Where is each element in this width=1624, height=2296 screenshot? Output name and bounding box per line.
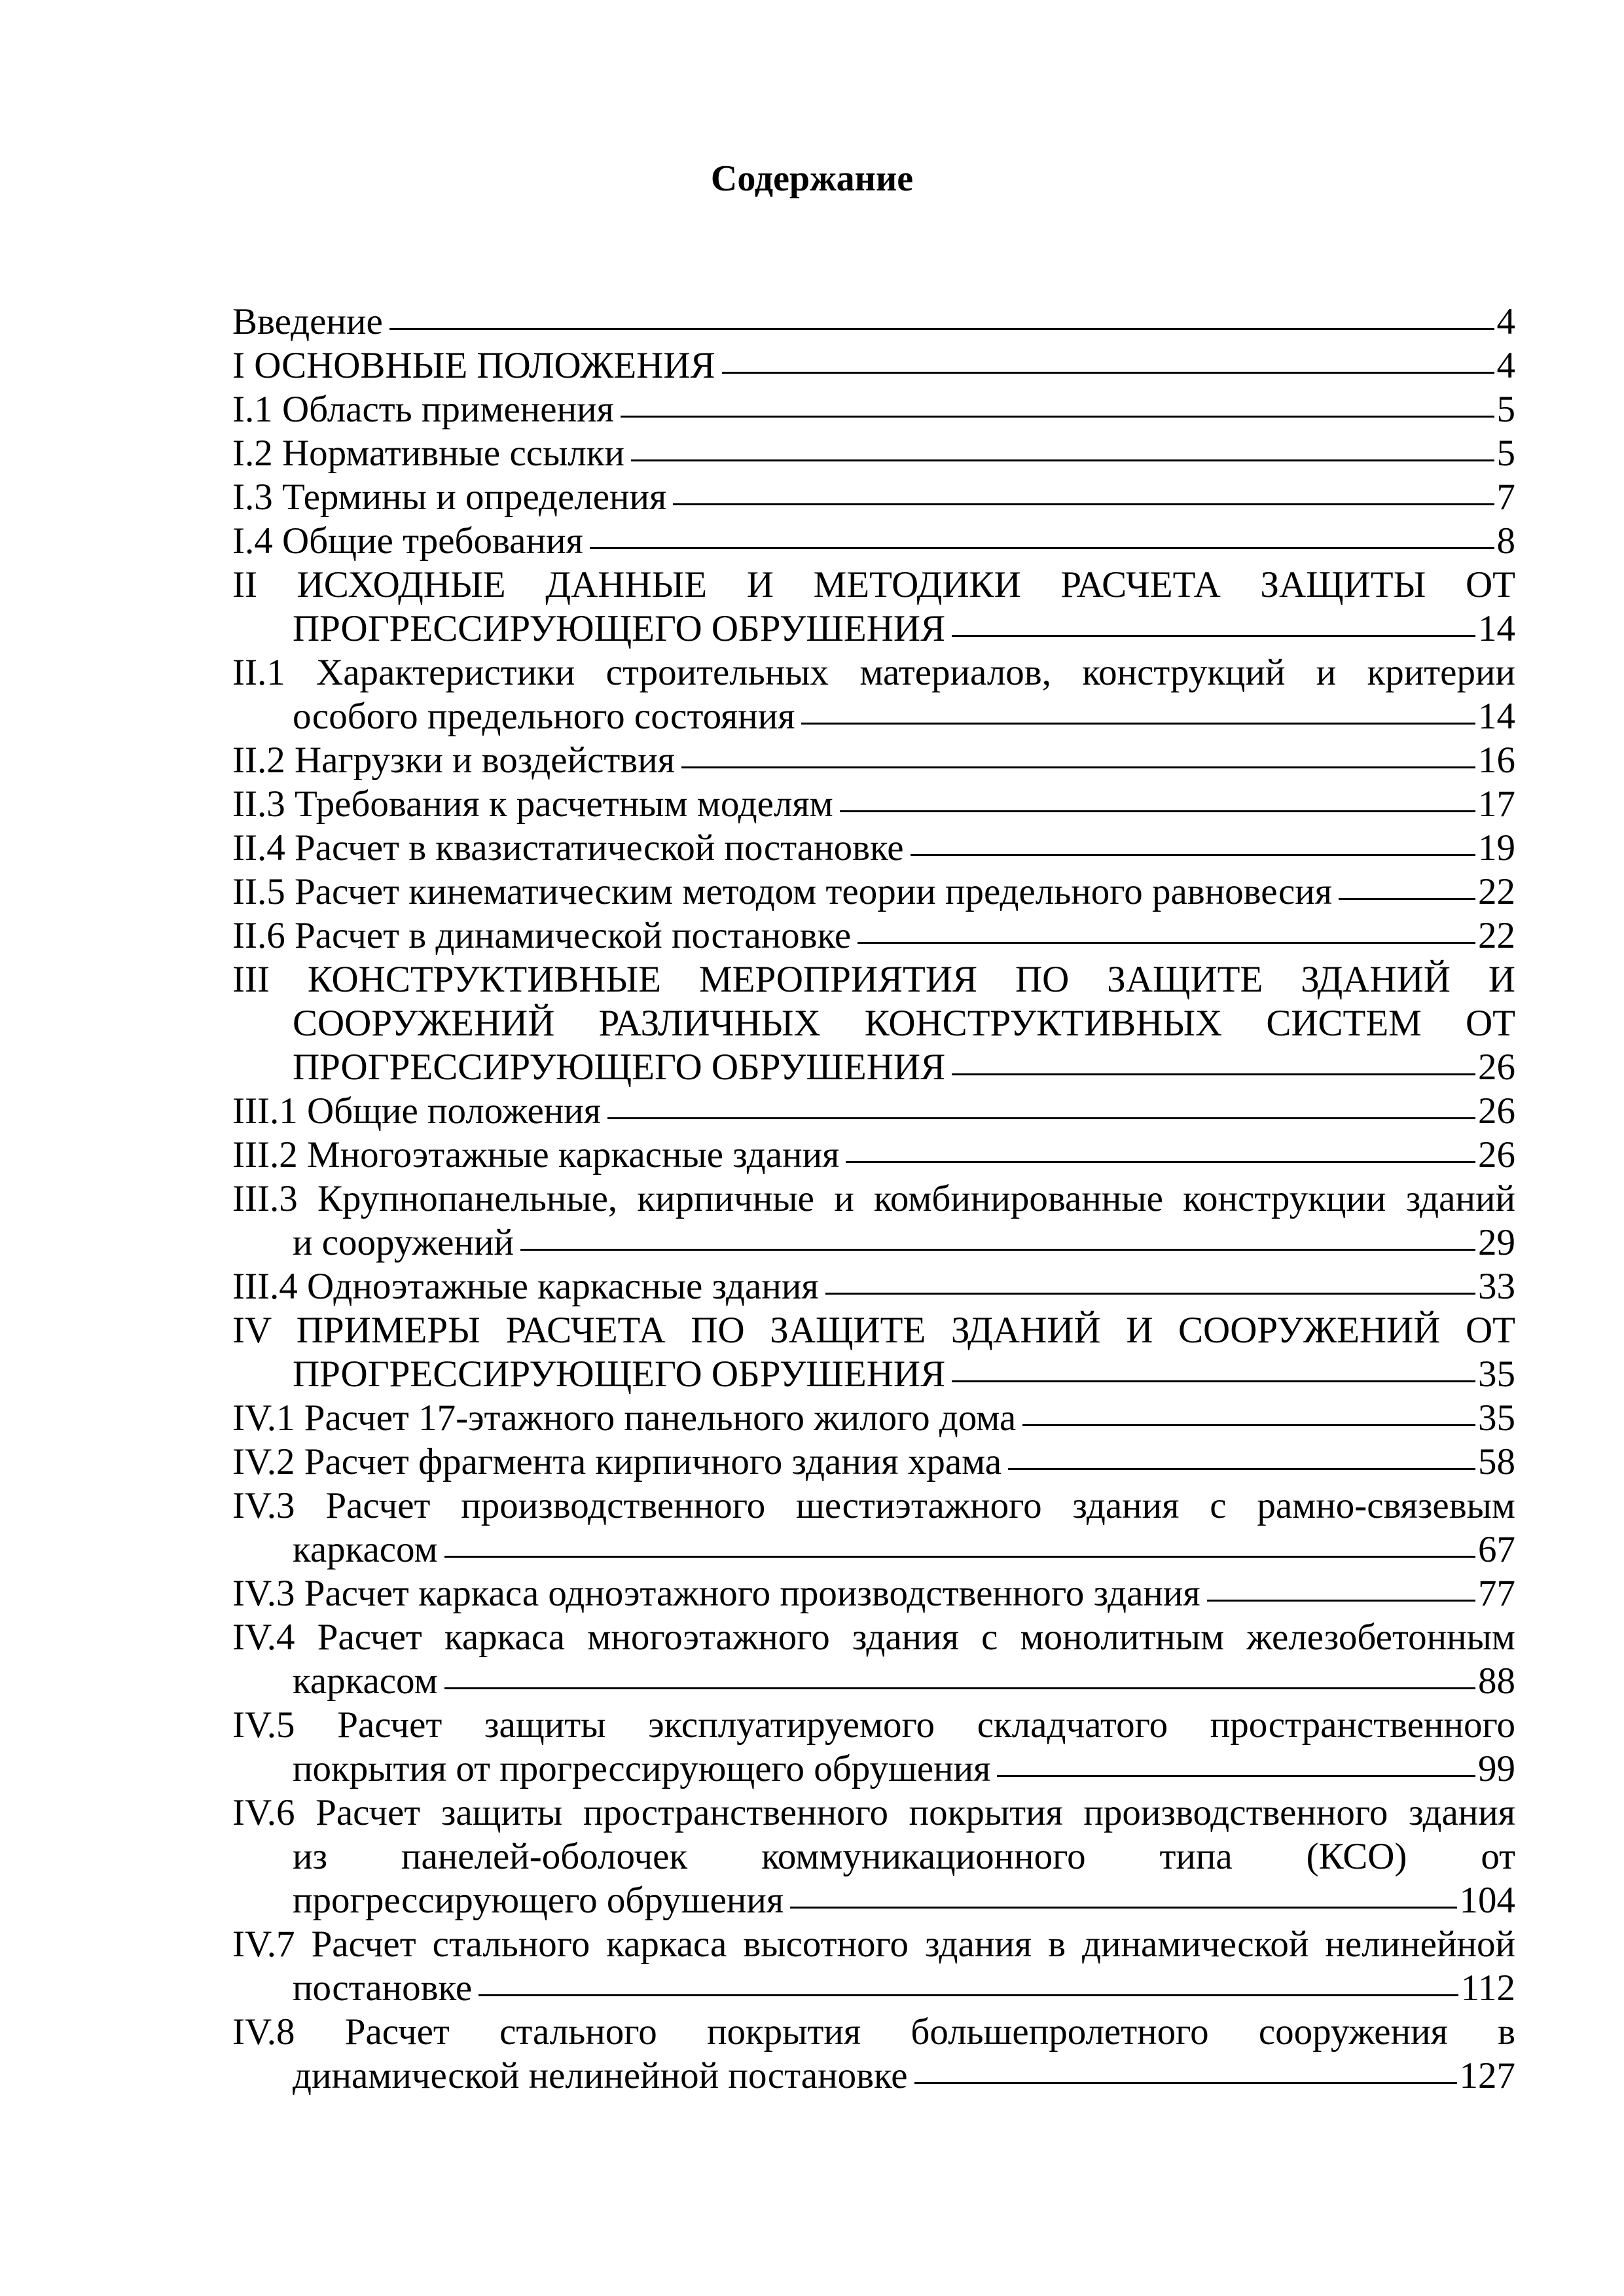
- toc-page-number: 35: [1478, 1354, 1515, 1395]
- toc-entry-title: IV.3 Расчет каркаса одноэтажного производственного здания: [232, 1573, 1200, 1614]
- dot-leader: [621, 416, 1494, 418]
- toc-entry[interactable]: [232, 1133, 1515, 1177]
- toc-entry[interactable]: [232, 1484, 1515, 1571]
- toc-entry-title: I.2 Нормативные ссылки: [232, 433, 625, 474]
- dot-leader: [389, 328, 1494, 330]
- toc-entry-title: особого предельного состояния: [293, 696, 795, 737]
- toc-page-number: 14: [1478, 608, 1515, 649]
- toc-entry[interactable]: [232, 1571, 1515, 1615]
- dot-leader: [478, 1994, 1458, 1996]
- toc-page-number: 22: [1478, 871, 1515, 912]
- toc-entry[interactable]: [232, 782, 1515, 826]
- toc-page-number: 58: [1478, 1441, 1515, 1482]
- dot-leader: [952, 1073, 1475, 1075]
- toc-page-number: 22: [1478, 915, 1515, 956]
- dot-leader: [840, 810, 1475, 812]
- toc-page-number: 77: [1478, 1573, 1515, 1614]
- dot-leader: [631, 459, 1494, 461]
- toc-entry[interactable]: [232, 958, 1515, 1089]
- toc-entry-title: IV.8 Расчет стального покрытия большепролетного сооружения в: [232, 2011, 1515, 2053]
- toc-entry-title: IV.3 Расчет производственного шестиэтажного здания с рамно-связевым: [232, 1485, 1515, 1526]
- toc-page-number: 5: [1496, 389, 1515, 430]
- toc-entry-title: I.3 Термины и определения: [232, 476, 667, 518]
- toc-page-number: 99: [1478, 1748, 1515, 1789]
- toc-page-number: 26: [1478, 1047, 1515, 1088]
- dot-leader: [1339, 898, 1475, 900]
- dot-leader: [857, 942, 1475, 944]
- toc-entry-title: III.1 Общие положения: [232, 1090, 601, 1132]
- toc-page-number: 4: [1496, 345, 1515, 386]
- toc-page-number: 104: [1459, 1880, 1515, 1921]
- toc-entry-title: I.1 Область применения: [232, 389, 614, 430]
- toc-entry[interactable]: [232, 475, 1515, 519]
- toc-page-number: 26: [1478, 1134, 1515, 1175]
- dot-leader: [952, 635, 1475, 637]
- toc-page-number: 127: [1459, 2055, 1515, 2096]
- toc-entry-title: СООРУЖЕНИЙ РАЗЛИЧНЫХ КОНСТРУКТИВНЫХ СИСТЕМ ОТ: [293, 1003, 1515, 1044]
- dot-leader: [911, 854, 1475, 856]
- toc-entry[interactable]: [232, 826, 1515, 870]
- toc-entry[interactable]: [232, 1396, 1515, 1440]
- toc-entry-title: постановке: [293, 1967, 473, 2009]
- toc-entry[interactable]: [232, 300, 1515, 344]
- toc-entry[interactable]: [232, 1308, 1515, 1396]
- toc-entry-title: каркасом: [293, 1660, 438, 1702]
- dot-leader: [520, 1249, 1475, 1251]
- toc-entry[interactable]: [232, 1922, 1515, 2010]
- toc-entry-title: I.4 Общие требования: [232, 520, 583, 562]
- toc-entry-title: IV.1 Расчет 17-этажного панельного жилого дома: [232, 1397, 1017, 1439]
- toc-entry-title: ПРОГРЕССИРУЮЩЕГО ОБРУШЕНИЯ: [293, 608, 946, 649]
- toc-entry[interactable]: [232, 1791, 1515, 1922]
- toc-entry[interactable]: [232, 914, 1515, 958]
- toc-entry[interactable]: [232, 1440, 1515, 1484]
- toc-entry-title: прогрессирующего обрушения: [293, 1880, 784, 1921]
- toc-entry-title: II.5 Расчет кинематическим методом теории предельного равновесия: [232, 871, 1332, 912]
- toc-page-number: 14: [1478, 696, 1515, 737]
- toc-entry[interactable]: [232, 738, 1515, 782]
- toc-entry[interactable]: [232, 1615, 1515, 1703]
- toc-page-number: 16: [1478, 740, 1515, 781]
- dot-leader: [1207, 1600, 1475, 1602]
- toc-page-number: 67: [1478, 1529, 1515, 1570]
- toc-page-number: 17: [1478, 783, 1515, 825]
- dot-leader: [444, 1687, 1475, 1689]
- toc-page-number: 7: [1496, 476, 1515, 518]
- dot-leader: [846, 1161, 1475, 1163]
- toc-entry[interactable]: [232, 2010, 1515, 2098]
- toc-entry-title: III КОНСТРУКТИВНЫЕ МЕРОПРИЯТИЯ ПО ЗАЩИТЕ ЗДАНИЙ И: [232, 959, 1515, 1000]
- toc-entry[interactable]: [232, 1703, 1515, 1791]
- table-of-contents: [232, 300, 1515, 2098]
- toc-entry-title: II.3 Требования к расчетным моделям: [232, 783, 833, 825]
- toc-entry-title: III.3 Крупнопанельные, кирпичные и комбинированные конструкции зданий: [232, 1178, 1515, 1219]
- toc-entry-title: IV.6 Расчет защиты пространственного покрытия производственного здания: [232, 1792, 1515, 1833]
- toc-page-number: 26: [1478, 1090, 1515, 1132]
- dot-leader: [722, 372, 1494, 374]
- toc-entry-title: IV.4 Расчет каркаса многоэтажного здания с монолитным железобетонным: [232, 1617, 1515, 1658]
- dot-leader: [790, 1907, 1456, 1909]
- toc-entry-title: II ИСХОДНЫЕ ДАННЫЕ И МЕТОДИКИ РАСЧЕТА ЗАЩИТЫ ОТ: [232, 564, 1515, 605]
- toc-entry-title: II.6 Расчет в динамической постановке: [232, 915, 852, 956]
- toc-entry-title: каркасом: [293, 1529, 438, 1570]
- toc-entry[interactable]: [232, 431, 1515, 475]
- toc-entry-title: IV.7 Расчет стального каркаса высотного здания в динамической нелинейной: [232, 1924, 1515, 1965]
- toc-entry[interactable]: [232, 1089, 1515, 1133]
- toc-entry[interactable]: [232, 519, 1515, 563]
- toc-entry-title: II.1 Характеристики строительных материалов, конструкций и критерии: [232, 652, 1515, 693]
- toc-page-number: 8: [1496, 520, 1515, 562]
- toc-entry[interactable]: [232, 651, 1515, 738]
- toc-entry-title: IV ПРИМЕРЫ РАСЧЕТА ПО ЗАЩИТЕ ЗДАНИЙ И СООРУЖЕНИЙ ОТ: [232, 1310, 1515, 1351]
- toc-entry-title: IV.5 Расчет защиты эксплуатируемого складчатого пространственного: [232, 1704, 1515, 1746]
- dot-leader: [444, 1556, 1475, 1558]
- toc-page-number: 29: [1478, 1222, 1515, 1263]
- dot-leader: [673, 503, 1494, 505]
- page-title: Содержание: [710, 158, 914, 199]
- toc-page-number: 112: [1460, 1967, 1515, 2009]
- toc-entry[interactable]: [232, 563, 1515, 651]
- dot-leader: [952, 1380, 1475, 1382]
- dot-leader: [801, 723, 1475, 725]
- toc-entry-title: Введение: [232, 301, 383, 342]
- toc-entry-title: ПРОГРЕССИРУЮЩЕГО ОБРУШЕНИЯ: [293, 1047, 946, 1088]
- toc-page-number: 5: [1496, 433, 1515, 474]
- dot-leader: [997, 1775, 1475, 1777]
- toc-entry[interactable]: [232, 1177, 1515, 1265]
- toc-entry[interactable]: [232, 387, 1515, 431]
- toc-page-number: 4: [1496, 301, 1515, 342]
- dot-leader: [681, 766, 1475, 768]
- toc-entry-title: IV.2 Расчет фрагмента кирпичного здания храма: [232, 1441, 1002, 1482]
- toc-page-number: 19: [1478, 827, 1515, 869]
- dot-leader: [1022, 1424, 1475, 1426]
- toc-entry[interactable]: [232, 870, 1515, 914]
- toc-entry-title: II.2 Нагрузки и воздействия: [232, 740, 675, 781]
- dot-leader: [1008, 1468, 1475, 1470]
- toc-page-number: 88: [1478, 1660, 1515, 1702]
- toc-entry-title: III.4 Одноэтажные каркасные здания: [232, 1266, 819, 1307]
- toc-entry-title: III.2 Многоэтажные каркасные здания: [232, 1134, 840, 1175]
- toc-entry-title: I ОСНОВНЫЕ ПОЛОЖЕНИЯ: [232, 345, 715, 386]
- toc-entry-title: II.4 Расчет в квазистатической постановке: [232, 827, 904, 869]
- dot-leader: [914, 2082, 1457, 2084]
- toc-entry-title: покрытия от прогрессирующего обрушения: [293, 1748, 991, 1789]
- toc-entry[interactable]: [232, 344, 1515, 387]
- toc-entry-title: из панелей-оболочек коммуникационного типа (КСО) от: [293, 1836, 1515, 1877]
- dot-leader: [825, 1293, 1475, 1295]
- toc-entry-title: ПРОГРЕССИРУЮЩЕГО ОБРУШЕНИЯ: [293, 1354, 946, 1395]
- toc-entry-title: динамической нелинейной постановке: [293, 2055, 908, 2096]
- toc-entry-title: и сооружений: [293, 1222, 514, 1263]
- toc-page-number: 33: [1478, 1266, 1515, 1307]
- toc-page-number: 35: [1478, 1397, 1515, 1439]
- dot-leader: [590, 547, 1494, 549]
- toc-entry[interactable]: [232, 1265, 1515, 1308]
- dot-leader: [607, 1117, 1475, 1119]
